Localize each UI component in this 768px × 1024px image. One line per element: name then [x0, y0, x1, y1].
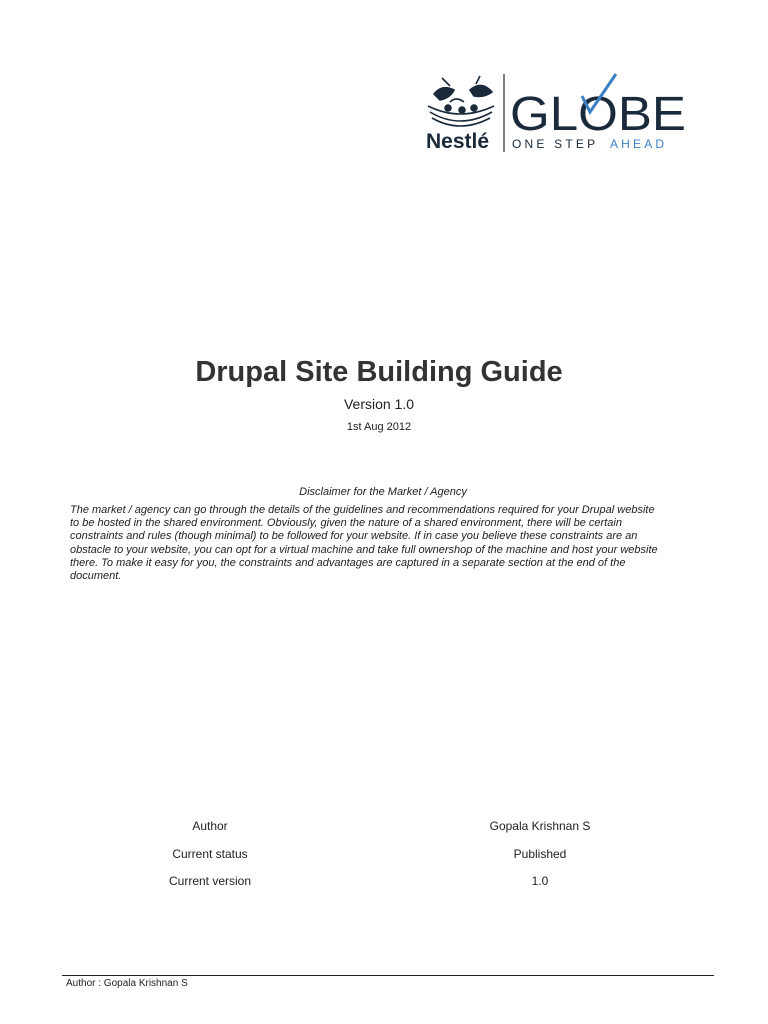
disclaimer-body [70, 504, 710, 583]
meta-row-version [0, 874, 768, 890]
globe-wordmark: GLOBE [510, 88, 686, 141]
footer-author: Author : Gopala Krishnan S [66, 978, 188, 989]
logo-tagline [512, 137, 667, 151]
nest-birds-icon [428, 76, 494, 126]
meta-value: Published [513, 847, 567, 861]
document-date: 1st Aug 2012 [346, 421, 412, 433]
meta-label: Current version [168, 874, 252, 888]
meta-row-status [0, 847, 768, 863]
disclaimer-line: constraints and rules (though minimal) to be followed for your website. If in case you believe these constraints are an [70, 530, 638, 543]
meta-value: 1.0 [531, 874, 549, 888]
disclaimer-line: to be hosted in the shared environment. Obviously, given the nature of a shared environment, there will be certain [70, 517, 622, 530]
disclaimer-title: Disclaimer for the Market / Agency [299, 486, 467, 498]
meta-label: Author [192, 819, 228, 833]
disclaimer-line: obstacle to your website, you can opt for a virtual machine and take full ownershop of the machine and host your website [70, 543, 658, 556]
document-title: Drupal Site Building Guide [195, 356, 563, 388]
tagline-part-a: ONE STEP [512, 137, 599, 151]
nestle-wordmark: Nestlé [426, 130, 490, 153]
tagline-part-b: AHEAD [609, 137, 668, 151]
disclaimer-line: document. [70, 570, 122, 583]
disclaimer-line: there. To make it easy for you, the constraints and advantages are captured in a separate section at the end of the [70, 556, 626, 569]
meta-row-author [0, 819, 768, 835]
nestle-globe-logo [420, 72, 690, 154]
meta-label: Current status [172, 847, 248, 861]
meta-value: Gopala Krishnan S [489, 819, 591, 833]
footer-divider [62, 975, 714, 976]
disclaimer-line: The market / agency can go through the details of the guidelines and recommendations required for your Drupal website [70, 504, 655, 516]
document-version: Version 1.0 [343, 396, 415, 412]
